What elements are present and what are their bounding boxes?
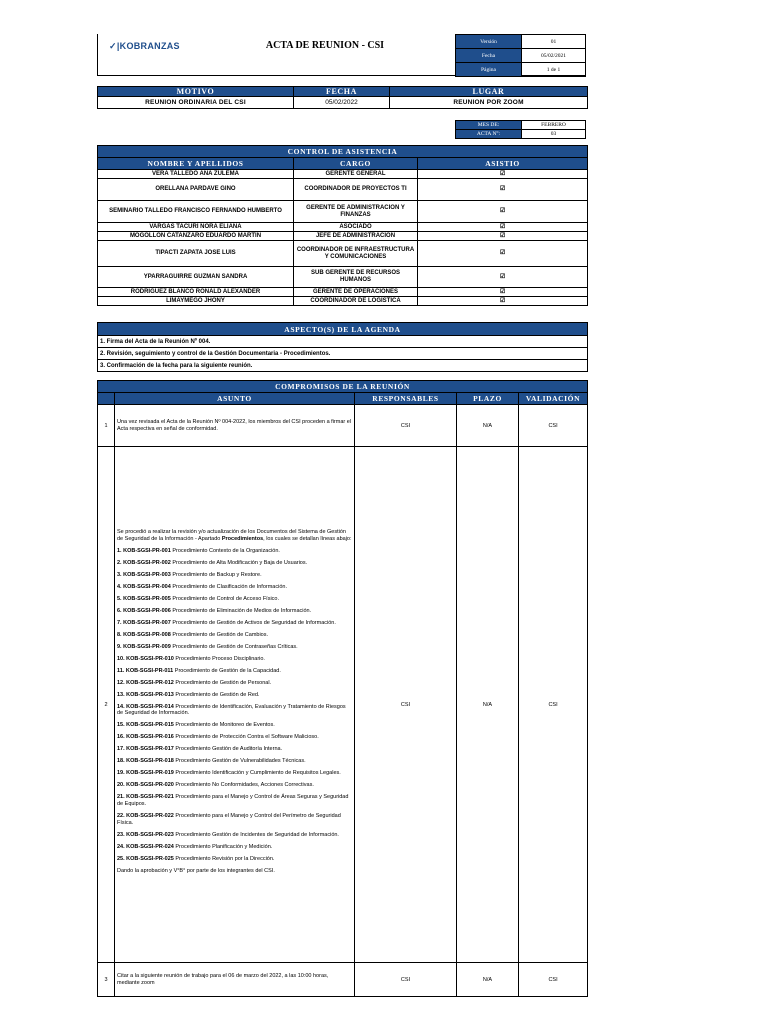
lugar-value: REUNION POR ZOOM: [390, 97, 588, 109]
checkbox-checked-icon: ☑: [418, 232, 588, 241]
list-item: [117, 620, 352, 627]
list-item: [117, 572, 352, 579]
asunto-text: Una vez revisada el Acta de la Reunión Nº 004-2022, los miembros del CSI proceden a firmar el Acta respectiva en señal de conformidad.: [115, 405, 355, 447]
validacion-header: VALIDACIÓN: [519, 393, 588, 405]
attendee-role: GERENTE DE ADMINISTRACION Y FINANZAS: [294, 201, 418, 223]
list-item: [117, 668, 352, 675]
attendee-role: COORDINADOR DE INFRAESTRUCTURA Y COMUNICACIONES: [294, 241, 418, 267]
procedure-code: 18. KOB-SGSI-PR-018: [117, 758, 174, 765]
procedure-code: 21. KOB-SGSI-PR-021: [117, 794, 174, 801]
list-item: [117, 656, 352, 663]
procedure-code: 23. KOB-SGSI-PR-023: [117, 831, 174, 838]
procedure-title: Procedimiento de Gestión de Contraseñas Críticas.: [170, 643, 298, 650]
agenda-title: ASPECTO(S) DE LA AGENDA: [98, 323, 588, 336]
motivo-table: [97, 86, 588, 109]
procedure-title: Procedimiento para el Manejo y Control de Áreas Seguras y Seguridad de Equipos.: [117, 794, 349, 808]
list-item: [117, 722, 352, 729]
attendee-name: ORELLANA PARDAVE GINO: [98, 179, 294, 201]
table-row: [98, 405, 588, 447]
checkbox-checked-icon: ☑: [418, 267, 588, 288]
table-row: [98, 223, 588, 232]
procedure-title: Procedimiento de Identificación, Evaluación y Tratamiento de Riesgos de Seguridad de Información.: [117, 703, 346, 717]
motivo-value: REUNION ORDINARIA DEL CSI: [98, 97, 294, 109]
procedure-title: Procedimiento de Gestión de Personal.: [173, 679, 272, 686]
list-item: [117, 770, 352, 777]
intro-bold: Procedimientos: [221, 535, 264, 542]
procedure-title: Procedimiento Planificación y Medición.: [173, 843, 273, 850]
validacion-value: CSI: [519, 963, 588, 997]
attendance-table: [97, 145, 588, 306]
procedure-title: Procedimiento para el Manejo y Control del Perímetro de Seguridad Física.: [117, 813, 341, 826]
list-item: [117, 632, 352, 639]
plazo-header: PLAZO: [457, 393, 519, 405]
attendee-name: TIPACTI ZAPATA JOSE LUIS: [98, 241, 294, 267]
procedure-title: Procedimiento No Conformidades, Acciones Correctivas.: [173, 782, 314, 789]
list-item: [117, 782, 352, 789]
cargo-header: CARGO: [294, 158, 418, 170]
company-logo: ✓|KOBRANZAS: [109, 41, 180, 51]
checkbox-checked-icon: ☑: [418, 288, 588, 297]
procedure-title: Procedimiento de Protección Contra el Software Malicioso.: [173, 734, 319, 741]
table-row: [98, 241, 588, 267]
responsable-value: CSI: [355, 963, 457, 997]
list-item: [117, 560, 352, 567]
validacion-value: CSI: [519, 447, 588, 963]
table-row: [98, 447, 588, 963]
list-item: [117, 844, 352, 851]
row-number: 2: [98, 447, 115, 963]
agenda-item: 1. Firma del Acta de la Reunión Nº 004.: [98, 336, 588, 348]
document-title: ACTA DE REUNION - CSI: [265, 40, 385, 51]
commitments-table: [97, 380, 588, 997]
procedure-code: 15. KOB-SGSI-PR-015: [117, 722, 174, 729]
lugar-header: LUGAR: [390, 87, 588, 97]
attendee-role: GERENTE DE OPERACIONES: [294, 288, 418, 297]
procedure-title: Procedimiento de Control de Acceso Físico.: [170, 595, 280, 602]
procedure-title: Procedimiento Contexto de la Organización.: [170, 547, 280, 554]
plazo-value: N/A: [457, 963, 519, 997]
list-item: [117, 832, 352, 839]
validacion-value: CSI: [519, 405, 588, 447]
table-row: [98, 232, 588, 241]
procedure-title: Procedimiento de Gestión de Red.: [173, 691, 260, 698]
procedure-title: Procedimiento de Alta Modificación y Baja de Usuarios.: [170, 559, 308, 566]
procedure-code: 3. KOB-SGSI-PR-003: [117, 571, 171, 578]
list-item: [117, 548, 352, 555]
list-item: [117, 794, 352, 808]
mes-value: FEBRERO: [522, 121, 586, 130]
list-item: [117, 608, 352, 615]
mes-label: MES DE:: [456, 121, 522, 130]
procedure-code: 25. KOB-SGSI-PR-025: [117, 855, 174, 862]
procedure-list: [117, 548, 352, 863]
closing-text: Dando la aprobación y V°B° por parte de los integrantes del CSI.: [117, 867, 275, 874]
meta-value: 1 de 1: [522, 63, 586, 77]
mes-table: [455, 120, 586, 139]
attendee-name: MOGOLLON CATANZARO EDUARDO MARTIN: [98, 232, 294, 241]
list-item: [117, 856, 352, 863]
procedure-code: 9. KOB-SGSI-PR-009: [117, 643, 171, 650]
intro-paragraph: [117, 529, 352, 543]
attendee-role: COORDINADOR DE LOGISTICA: [294, 297, 418, 306]
fecha-header: FECHA: [294, 87, 390, 97]
plazo-value: N/A: [457, 405, 519, 447]
procedure-code: 17. KOB-SGSI-PR-017: [117, 746, 174, 753]
agenda-item: 2. Revisión, seguimiento y control de la Gestión Documentaria - Procedimientos.: [98, 348, 588, 360]
asunto-text: [115, 447, 355, 963]
checkbox-checked-icon: ☑: [418, 297, 588, 306]
procedure-code: 6. KOB-SGSI-PR-006: [117, 607, 171, 614]
attendee-name: RODRIGUEZ BLANCO RONALD ALEXANDER: [98, 288, 294, 297]
attendee-role: GERENTE GENERAL: [294, 170, 418, 179]
procedure-title: Procedimiento Gestión de Vulnerabilidades Técnicas.: [173, 758, 306, 765]
checkbox-checked-icon: ☑: [418, 201, 588, 223]
procedure-title: Procedimiento Gestión de Auditoría Interna.: [173, 746, 283, 753]
number-header: [98, 393, 115, 405]
commitments-title: COMPROMISOS DE LA REUNIÓN: [98, 381, 588, 393]
table-row: [98, 288, 588, 297]
table-row: [98, 297, 588, 306]
procedure-code: 12. KOB-SGSI-PR-012: [117, 679, 174, 686]
checkbox-checked-icon: ☑: [418, 241, 588, 267]
meta-label: Fecha: [456, 49, 522, 63]
list-item: [117, 813, 352, 827]
checkbox-checked-icon: ☑: [418, 179, 588, 201]
procedure-code: 11. KOB-SGSI-PR-011: [117, 667, 174, 674]
asunto-text: Citar a la siguiente reunión de trabajo para el 06 de marzo del 2022, a las 10:00 horas, mediante zoom: [115, 963, 355, 997]
intro-text: Se procedió a realizar la revisión y/o actualización de los Documentos del Sistema de Gestión de Seguridad de la Información - Apartado: [117, 529, 346, 542]
procedure-code: 10. KOB-SGSI-PR-010: [117, 655, 174, 662]
list-item: [117, 746, 352, 753]
list-item: [117, 704, 352, 718]
asunto-header: ASUNTO: [115, 393, 355, 405]
meta-value: 05/02/2021: [522, 49, 586, 63]
acta-value: 03: [522, 130, 586, 139]
procedure-code: 2. KOB-SGSI-PR-002: [117, 559, 171, 566]
table-row: [98, 201, 588, 223]
attendee-role: JEFE DE ADMINISTRACION: [294, 232, 418, 241]
list-item: [117, 734, 352, 741]
attendee-name: YPARRAGUIRRE GUZMAN SANDRA: [98, 267, 294, 288]
table-row: [98, 963, 588, 997]
attendee-name: SEMINARIO TALLEDO FRANCISCO FERNANDO HUMBERTO: [98, 201, 294, 223]
meta-label: Página: [456, 63, 522, 77]
list-item: [117, 596, 352, 603]
table-row: [98, 179, 588, 201]
version-table: [455, 34, 586, 77]
acta-label: ACTA N°:: [456, 130, 522, 139]
meta-value: 01: [522, 35, 586, 49]
procedure-code: 16. KOB-SGSI-PR-016: [117, 734, 174, 741]
procedure-code: 1. KOB-SGSI-PR-001: [117, 547, 171, 554]
procedure-code: 19. KOB-SGSI-PR-019: [117, 770, 174, 777]
list-item: [117, 758, 352, 765]
procedure-title: Procedimiento de Gestión de Cambios.: [170, 631, 269, 638]
procedure-code: 20. KOB-SGSI-PR-020: [117, 782, 174, 789]
agenda-table: [97, 322, 588, 372]
checkbox-checked-icon: ☑: [418, 223, 588, 232]
procedure-title: Procedimiento de Backup y Restore.: [170, 571, 262, 578]
table-row: [98, 267, 588, 288]
fecha-value: 05/02/2022: [294, 97, 390, 109]
attendee-role: ASOCIADO: [294, 223, 418, 232]
attendee-name: LIMAYMEGO JHONY: [98, 297, 294, 306]
attendee-role: SUB GERENTE DE RECURSOS HUMANOS: [294, 267, 418, 288]
list-item: [117, 680, 352, 687]
procedure-code: 4. KOB-SGSI-PR-004: [117, 583, 171, 590]
attendee-name: VERA TALLEDO ANA ZULEMA: [98, 170, 294, 179]
responsable-value: CSI: [355, 405, 457, 447]
procedure-code: 7. KOB-SGSI-PR-007: [117, 619, 171, 626]
agenda-item: 3. Confirmación de la fecha para la siguiente reunión.: [98, 360, 588, 372]
responsable-value: CSI: [355, 447, 457, 963]
procedure-title: Procedimiento de Eliminación de Medios de Información.: [170, 607, 312, 614]
checkbox-checked-icon: ☑: [418, 170, 588, 179]
procedure-title: Procedimiento Proceso Disciplinario.: [173, 655, 265, 662]
row-number: 1: [98, 405, 115, 447]
procedure-title: Procedimiento de Gestión de Activos de Seguridad de Información.: [170, 619, 336, 626]
procedure-code: 14. KOB-SGSI-PR-014: [117, 703, 174, 710]
procedure-code: 13. KOB-SGSI-PR-013: [117, 691, 174, 698]
list-item: [117, 692, 352, 699]
meta-label: Versión: [456, 35, 522, 49]
row-number: 3: [98, 963, 115, 997]
list-item: [117, 644, 352, 651]
procedure-code: 5. KOB-SGSI-PR-005: [117, 595, 171, 602]
procedure-code: 22. KOB-SGSI-PR-022: [117, 813, 174, 820]
procedure-title: Procedimiento Identificación y Cumplimiento de Requisitos Legales.: [173, 770, 341, 777]
table-row: [98, 170, 588, 179]
responsables-header: RESPONSABLES: [355, 393, 457, 405]
list-item: [117, 584, 352, 591]
procedure-title: Procedimiento Revisión por la Dirección.: [173, 855, 275, 862]
procedure-title: Procedimiento de Monitoreo de Eventos.: [173, 722, 275, 729]
attendee-name: VARGAS TACURI NORA ELIANA: [98, 223, 294, 232]
asistio-header: ASISTIO: [418, 158, 588, 170]
attendance-title: CONTROL DE ASISTENCIA: [98, 146, 588, 158]
attendee-role: COORDINADOR DE PROYECTOS TI: [294, 179, 418, 201]
procedure-code: 24. KOB-SGSI-PR-024: [117, 843, 174, 850]
plazo-value: N/A: [457, 447, 519, 963]
nombre-header: NOMBRE Y APELLIDOS: [98, 158, 294, 170]
intro-text-end: , los cuales se detallan líneas abajo:: [263, 535, 352, 542]
motivo-header: MOTIVO: [98, 87, 294, 97]
procedure-code: 8. KOB-SGSI-PR-008: [117, 631, 171, 638]
procedure-title: Procedimiento de Gestión de la Capacidad.: [173, 667, 281, 674]
procedure-title: Procedimiento Gestión de Incidentes de Seguridad de Información.: [173, 831, 339, 838]
procedure-title: Procedimiento de Clasificación de Información.: [170, 583, 287, 590]
